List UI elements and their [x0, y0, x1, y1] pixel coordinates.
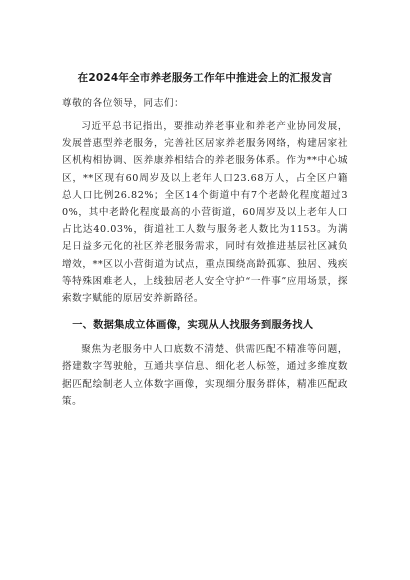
- intro-paragraph: 习近平总书记指出，要推动养老事业和养老产业协同发展，发展普惠型养老服务，完善社区居家养老服务网络，构建居家社区机构相协调、医养康养相结合的养老服务体系。作为**中心城区，**区现有60周岁及以上老年人口23.68万人，占全区户籍总人口比例26.82%；全区14个街道中有7个老龄化程度超过30%，其中老龄化程度最高的小营街道，60周岁及以上老年人口占比达40.03%，街道社工人数与服务老人数比为1153。为满足日益多元化的社区养老服务需求，同时有效推进基层社区减负增效，**区以小营街道为试点，重点围绕高龄孤寡、独居、残疾等特殊困难老人，上线独居老人安全守护“一件事”应用场景，探索数字赋能的原居安养新路径。: [62, 121, 348, 305]
- document-title: 在2024年全市养老服务工作年中推进会上的汇报发言: [77, 72, 333, 84]
- section-heading: 一、数据集成立体画像，实现从人找服务到服务找人: [72, 320, 314, 332]
- salutation: 尊敬的各位领导，同志们：: [62, 98, 185, 109]
- section-paragraph: 聚焦为老服务中人口底数不清楚、供需匹配不精准等问题，搭建数字驾驶舱，互通共享信息、细化老人标签，通过多维度数据匹配绘制老人立体数字画像，实现细分服务群体，精准匹配政策。: [62, 344, 348, 407]
